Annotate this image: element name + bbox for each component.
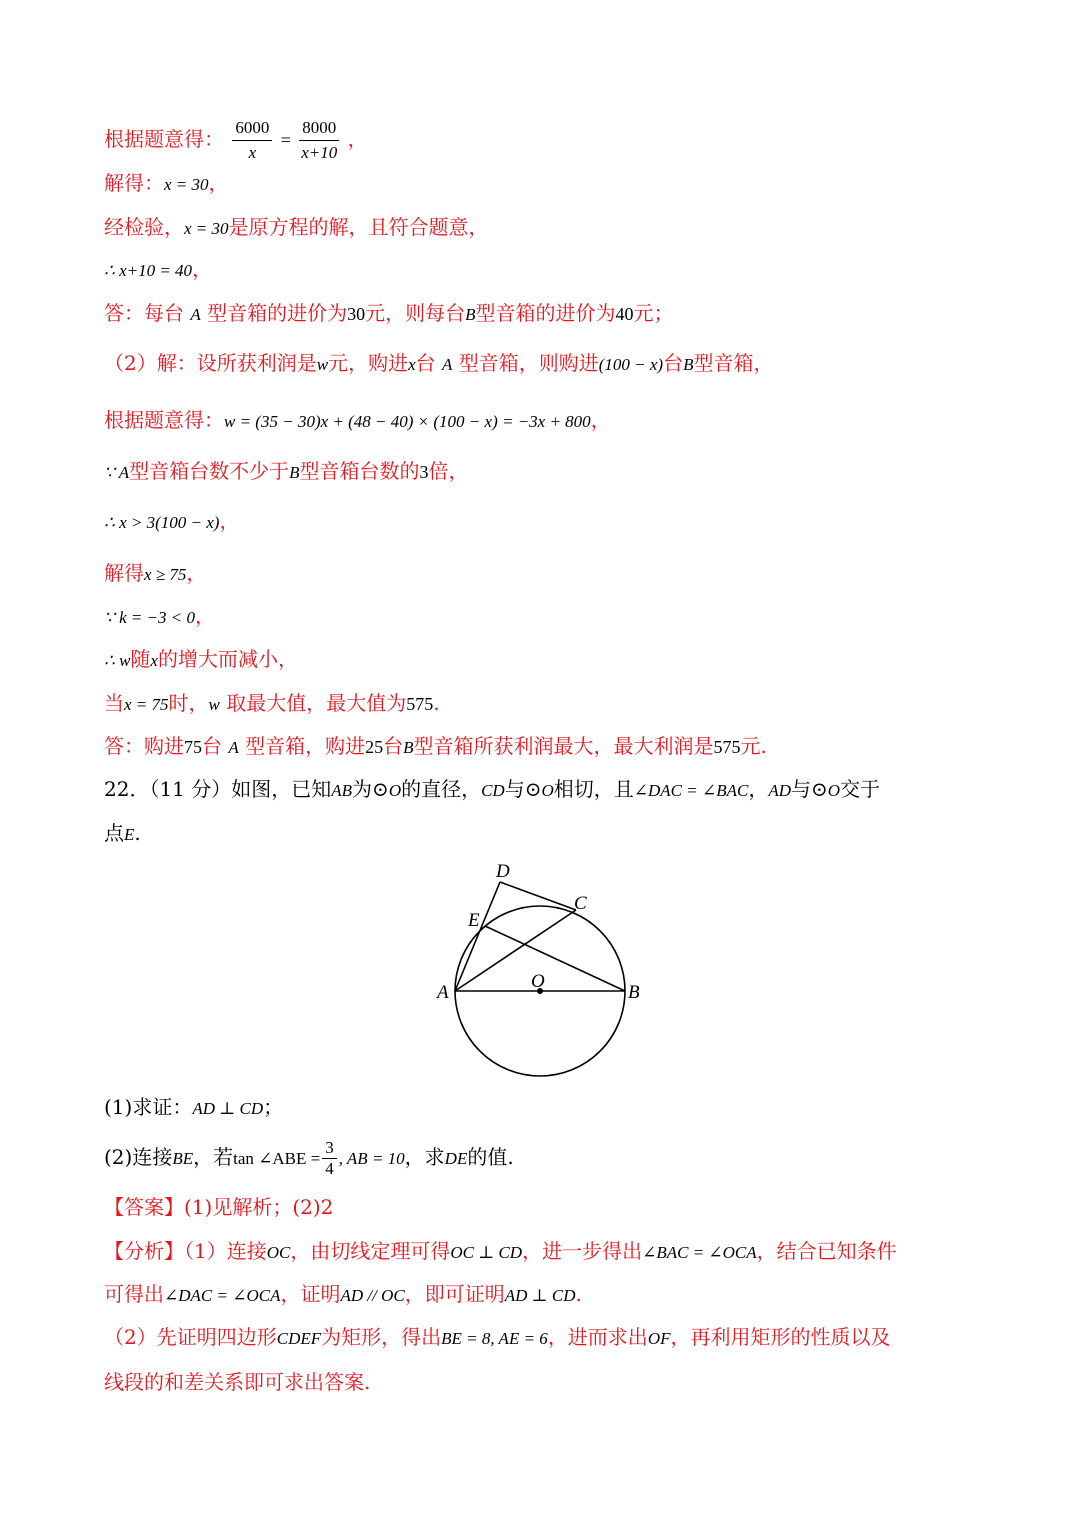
label-d: D xyxy=(496,861,510,882)
math: ∵ k = −3 < 0 xyxy=(104,608,196,627)
math: OC ⊥ CD xyxy=(450,1243,523,1262)
solution-line-13 xyxy=(104,688,440,720)
text: ； xyxy=(263,1095,284,1119)
text: 元； xyxy=(633,301,674,325)
number: 25 xyxy=(365,737,384,757)
math: E xyxy=(124,825,135,844)
numerator: 6000 xyxy=(232,116,272,141)
text: 型音箱，购进 xyxy=(245,734,366,758)
text: 当 xyxy=(104,691,124,715)
math: BE xyxy=(172,1149,194,1168)
text: 22．（11 分）如图，已知 xyxy=(104,777,332,801)
solution-line-10 xyxy=(104,558,206,590)
text: 经检验， xyxy=(104,215,184,239)
text: 取最大值，最大值为 xyxy=(226,691,407,715)
math: x xyxy=(150,651,158,670)
number: 75 xyxy=(184,737,202,757)
math: A xyxy=(228,738,239,757)
math: w = (35 − 30)x + (48 − 40) × (100 − x) = −3x + 800 xyxy=(224,412,591,431)
text: 根据题意得： xyxy=(104,408,224,432)
text: 可得出 xyxy=(104,1282,164,1306)
text: 倍， xyxy=(428,459,469,483)
text: 与⊙ xyxy=(504,777,542,801)
label-o: O xyxy=(531,971,545,992)
text: 随 xyxy=(130,647,151,671)
text: . xyxy=(134,821,141,845)
math: ∵ A xyxy=(104,463,130,482)
math: O xyxy=(541,781,554,800)
punct: ， xyxy=(186,561,207,585)
question-22-line-1 xyxy=(104,774,880,806)
text: 台 xyxy=(383,734,404,758)
text: 的值. xyxy=(467,1145,514,1169)
text: ，即可证明 xyxy=(404,1282,505,1306)
denominator: x xyxy=(248,143,257,162)
equals: = xyxy=(280,130,291,150)
text: 与⊙ xyxy=(791,777,828,801)
text: ，证明 xyxy=(280,1282,341,1306)
math: O xyxy=(827,781,841,800)
denominator: 4 xyxy=(325,1159,334,1178)
text: ，若 xyxy=(193,1145,234,1169)
text: 台 xyxy=(663,351,684,375)
text: ，进一步得出 xyxy=(522,1239,643,1263)
math: B xyxy=(403,738,414,757)
text: 答：每台 xyxy=(104,301,184,325)
text: （2）先证明四边形 xyxy=(104,1325,277,1349)
text: （1）连接 xyxy=(184,1239,267,1263)
fraction xyxy=(322,1138,337,1179)
text: 台 xyxy=(202,734,222,758)
text: 为⊙ xyxy=(352,777,389,801)
solution-line-7 xyxy=(104,405,611,437)
math: DE xyxy=(444,1149,468,1168)
text: 型音箱，则购进 xyxy=(458,351,599,375)
math: B xyxy=(465,305,476,324)
math: x ≥ 75 xyxy=(144,565,187,584)
math: , AB = 10 xyxy=(338,1149,405,1168)
text: 答：购进 xyxy=(104,734,184,758)
fraction-left xyxy=(232,116,272,165)
text: ，再利用矩形的性质以及 xyxy=(670,1325,891,1349)
question-22-line-2 xyxy=(104,818,141,850)
math: B xyxy=(683,355,694,374)
math: A xyxy=(441,355,453,374)
answer-text: (1)见解析；(2)2 xyxy=(184,1195,334,1219)
text: 型音箱的进价为 xyxy=(475,301,616,325)
number: 30 xyxy=(347,304,366,324)
text: ， xyxy=(748,777,769,801)
math: ∴ w xyxy=(104,651,131,670)
answer-line xyxy=(104,1192,333,1222)
punct: ， xyxy=(208,171,229,195)
solution-line-14 xyxy=(104,731,767,763)
math: AD xyxy=(768,781,792,800)
analysis-line-4 xyxy=(104,1367,370,1397)
numerator: 3 xyxy=(322,1138,337,1159)
geometry-figure xyxy=(420,852,660,1084)
math: CDEF xyxy=(276,1329,322,1348)
math: AB xyxy=(331,781,353,800)
text: 为矩形，得出 xyxy=(321,1325,442,1349)
solution-line-6 xyxy=(104,348,773,380)
text: 型音箱的进价为 xyxy=(207,301,348,325)
text: 解得 xyxy=(104,561,144,585)
text: (2)连接 xyxy=(104,1145,173,1169)
math: B xyxy=(289,463,300,482)
math: CD xyxy=(481,781,505,800)
math: OC xyxy=(266,1243,291,1262)
math: x = 30 xyxy=(184,219,229,238)
text: ，进而求出 xyxy=(547,1325,648,1349)
solution-line-5 xyxy=(104,298,674,330)
analysis-line-1 xyxy=(104,1236,897,1268)
math: AD // OC xyxy=(340,1286,405,1305)
text: 型音箱台数的 xyxy=(299,459,420,483)
text: 型音箱台数不少于 xyxy=(129,459,290,483)
numerator: 8000 xyxy=(299,116,339,141)
solution-line-8 xyxy=(104,456,469,488)
text: 是原方程的解，且符合题意， xyxy=(228,215,489,239)
segment-ad xyxy=(455,882,500,991)
text: 的增大而减小， xyxy=(157,647,298,671)
solution-line-4 xyxy=(104,254,212,286)
answer-tag: 【答案】 xyxy=(104,1195,184,1219)
text: . xyxy=(575,1282,582,1306)
punct: ， xyxy=(195,604,216,628)
text: 元，则每台 xyxy=(365,301,466,325)
text: 时， xyxy=(168,691,209,715)
analysis-line-2 xyxy=(104,1279,582,1311)
text: 根据题意得： xyxy=(104,127,224,151)
number: 3 xyxy=(419,462,429,482)
math: x = 75 xyxy=(124,695,169,714)
text: . xyxy=(433,691,440,715)
math: ∠BAC = ∠OCA xyxy=(642,1243,757,1262)
math: ∴ x > 3(100 − x) xyxy=(104,513,220,532)
math: AD ⊥ CD xyxy=(192,1099,264,1118)
punct: ， xyxy=(192,257,213,281)
number: 575 xyxy=(406,694,434,714)
number: 575 xyxy=(713,737,741,757)
math: BE = 8, AE = 6 xyxy=(441,1329,548,1348)
analysis-line-3 xyxy=(104,1322,890,1354)
math: ∠DAC = ∠BAC xyxy=(633,781,749,800)
math: ∴ x+10 = 40 xyxy=(104,261,193,280)
analysis-tag: 【分析】 xyxy=(104,1239,184,1263)
solution-line-11 xyxy=(104,601,215,633)
math: tan ∠ABE = xyxy=(233,1149,321,1168)
solution-line-12 xyxy=(104,644,298,676)
solution-line-3 xyxy=(104,212,489,244)
text: （2）解：设所获利润是 xyxy=(104,351,317,375)
math: A xyxy=(190,305,201,324)
punct: ， xyxy=(219,509,240,533)
text: 的直径， xyxy=(401,777,482,801)
math: x = 30 xyxy=(164,175,209,194)
denominator: x+10 xyxy=(301,143,338,162)
solution-line-9 xyxy=(104,506,239,538)
math: w xyxy=(316,355,329,374)
text: ，由切线定理可得 xyxy=(290,1239,451,1263)
label-c: C xyxy=(574,893,587,914)
text: 台 xyxy=(415,351,436,375)
punct: ， xyxy=(590,408,611,432)
text: 线段的和差关系即可求出答案. xyxy=(104,1370,371,1394)
fraction-right xyxy=(299,116,339,165)
punct: ， xyxy=(347,127,368,151)
math: ∠DAC = ∠OCA xyxy=(164,1286,281,1305)
math: (100 − x) xyxy=(598,355,664,374)
text: ，结合已知条件 xyxy=(756,1239,897,1263)
text: 解得： xyxy=(104,171,164,195)
text: 元. xyxy=(740,734,767,758)
text: (1)求证： xyxy=(104,1095,193,1119)
number: 40 xyxy=(615,304,634,324)
math: OF xyxy=(647,1329,671,1348)
math: O xyxy=(388,781,402,800)
text: 交于 xyxy=(840,777,881,801)
label-b: B xyxy=(628,982,640,1003)
text: 点 xyxy=(104,821,124,845)
label-e: E xyxy=(468,910,480,931)
label-a: A xyxy=(437,982,449,1003)
part-2 xyxy=(104,1135,514,1181)
math: AD ⊥ CD xyxy=(504,1286,576,1305)
math: x xyxy=(408,355,416,374)
text: ，求 xyxy=(404,1145,445,1169)
text: 型音箱， xyxy=(693,351,774,375)
text: 相切，且 xyxy=(553,777,634,801)
part-1 xyxy=(104,1092,283,1124)
solution-line-2 xyxy=(104,168,229,200)
text: 型音箱所获利润最大，最大利润是 xyxy=(413,734,714,758)
math: w xyxy=(208,695,220,714)
text: 元，购进 xyxy=(328,351,409,375)
solution-line-1 xyxy=(104,116,368,165)
